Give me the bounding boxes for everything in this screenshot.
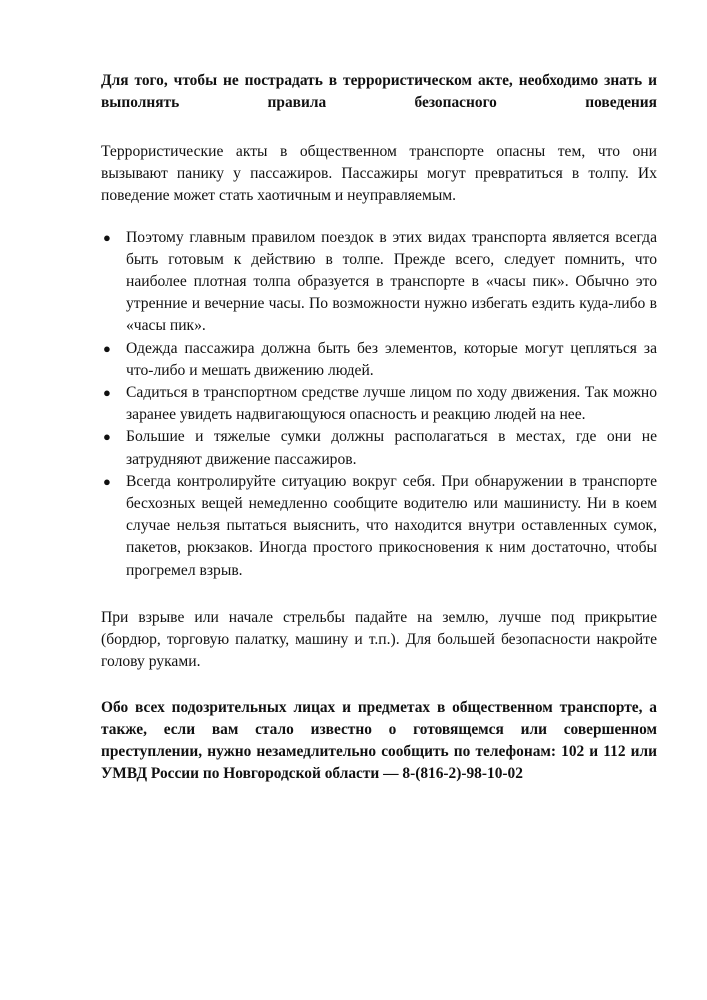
list-item-text: Большие и тяжелые сумки должны располагаться в местах, где они не затрудняют движение пассажиров. bbox=[126, 428, 657, 468]
bullet-icon: ● bbox=[103, 340, 111, 356]
document-heading: Для того, чтобы не пострадать в террористическом акте, необходимо знать и выполнять правила безопасного поведения bbox=[101, 72, 657, 111]
list-item-text: Всегда контролируйте ситуацию вокруг себя. При обнаружении в транспорте бесхозных вещей немедленно сообщите водителю или машинисту. Ни в коем случае нельзя пытаться выяснить, что находится внутри оставленных сумок, пакетов, рюкзаков. Иногда простого прикосновения к ним достаточно, чтобы прогремел взрыв. bbox=[126, 472, 657, 579]
bullet-icon: ● bbox=[103, 473, 111, 489]
list-item bbox=[101, 426, 657, 470]
safety-rules-list bbox=[101, 227, 657, 582]
list-item bbox=[101, 382, 657, 426]
list-item-text: Одежда пассажира должна быть без элементов, которые могут цепляться за что-либо и мешать движению людей. bbox=[126, 339, 657, 379]
list-item bbox=[101, 227, 657, 338]
list-item bbox=[101, 338, 657, 382]
list-item bbox=[101, 471, 657, 582]
bullet-icon: ● bbox=[103, 229, 111, 245]
explosion-paragraph: При взрыве или начале стрельбы падайте на землю, лучше под прикрытие (бордюр, торговую палатку, машину и т.п.). Для большей безопасности накройте голову руками. bbox=[101, 608, 657, 671]
bullet-icon: ● bbox=[103, 385, 111, 401]
list-item-text: Садиться в транспортном средстве лучше лицом по ходу движения. Так можно заранее увидеть надвигающуюся опасность и реакцию людей на нее. bbox=[126, 384, 657, 424]
list-item-text: Поэтому главным правилом поездок в этих видах транспорта является всегда быть готовым к действию в толпе. Прежде всего, следует помнить, что наиболее плотная толпа образуется в транспорте в «часы пик». Обычно это утренние и вечерние часы. По возможности нужно избегать ездить куда-либо в «часы пик». bbox=[126, 228, 657, 335]
contact-paragraph: Обо всех подозрительных лицах и предметах в общественном транспорте, а также, если вам стало известно о готовящемся или совершенном преступлении, нужно незамедлительно сообщить по телефонам: 102 и 112 или УМВД России по Новгородской области — 8-(816-2)-98-10-02 bbox=[101, 699, 657, 783]
bullet-icon: ● bbox=[103, 429, 111, 445]
intro-paragraph: Террористические акты в общественном транспорте опасны тем, что они вызывают панику у пассажиров. Пассажиры могут превратиться в толпу. Их поведение может стать хаотичным и неуправляемым. bbox=[101, 143, 657, 205]
